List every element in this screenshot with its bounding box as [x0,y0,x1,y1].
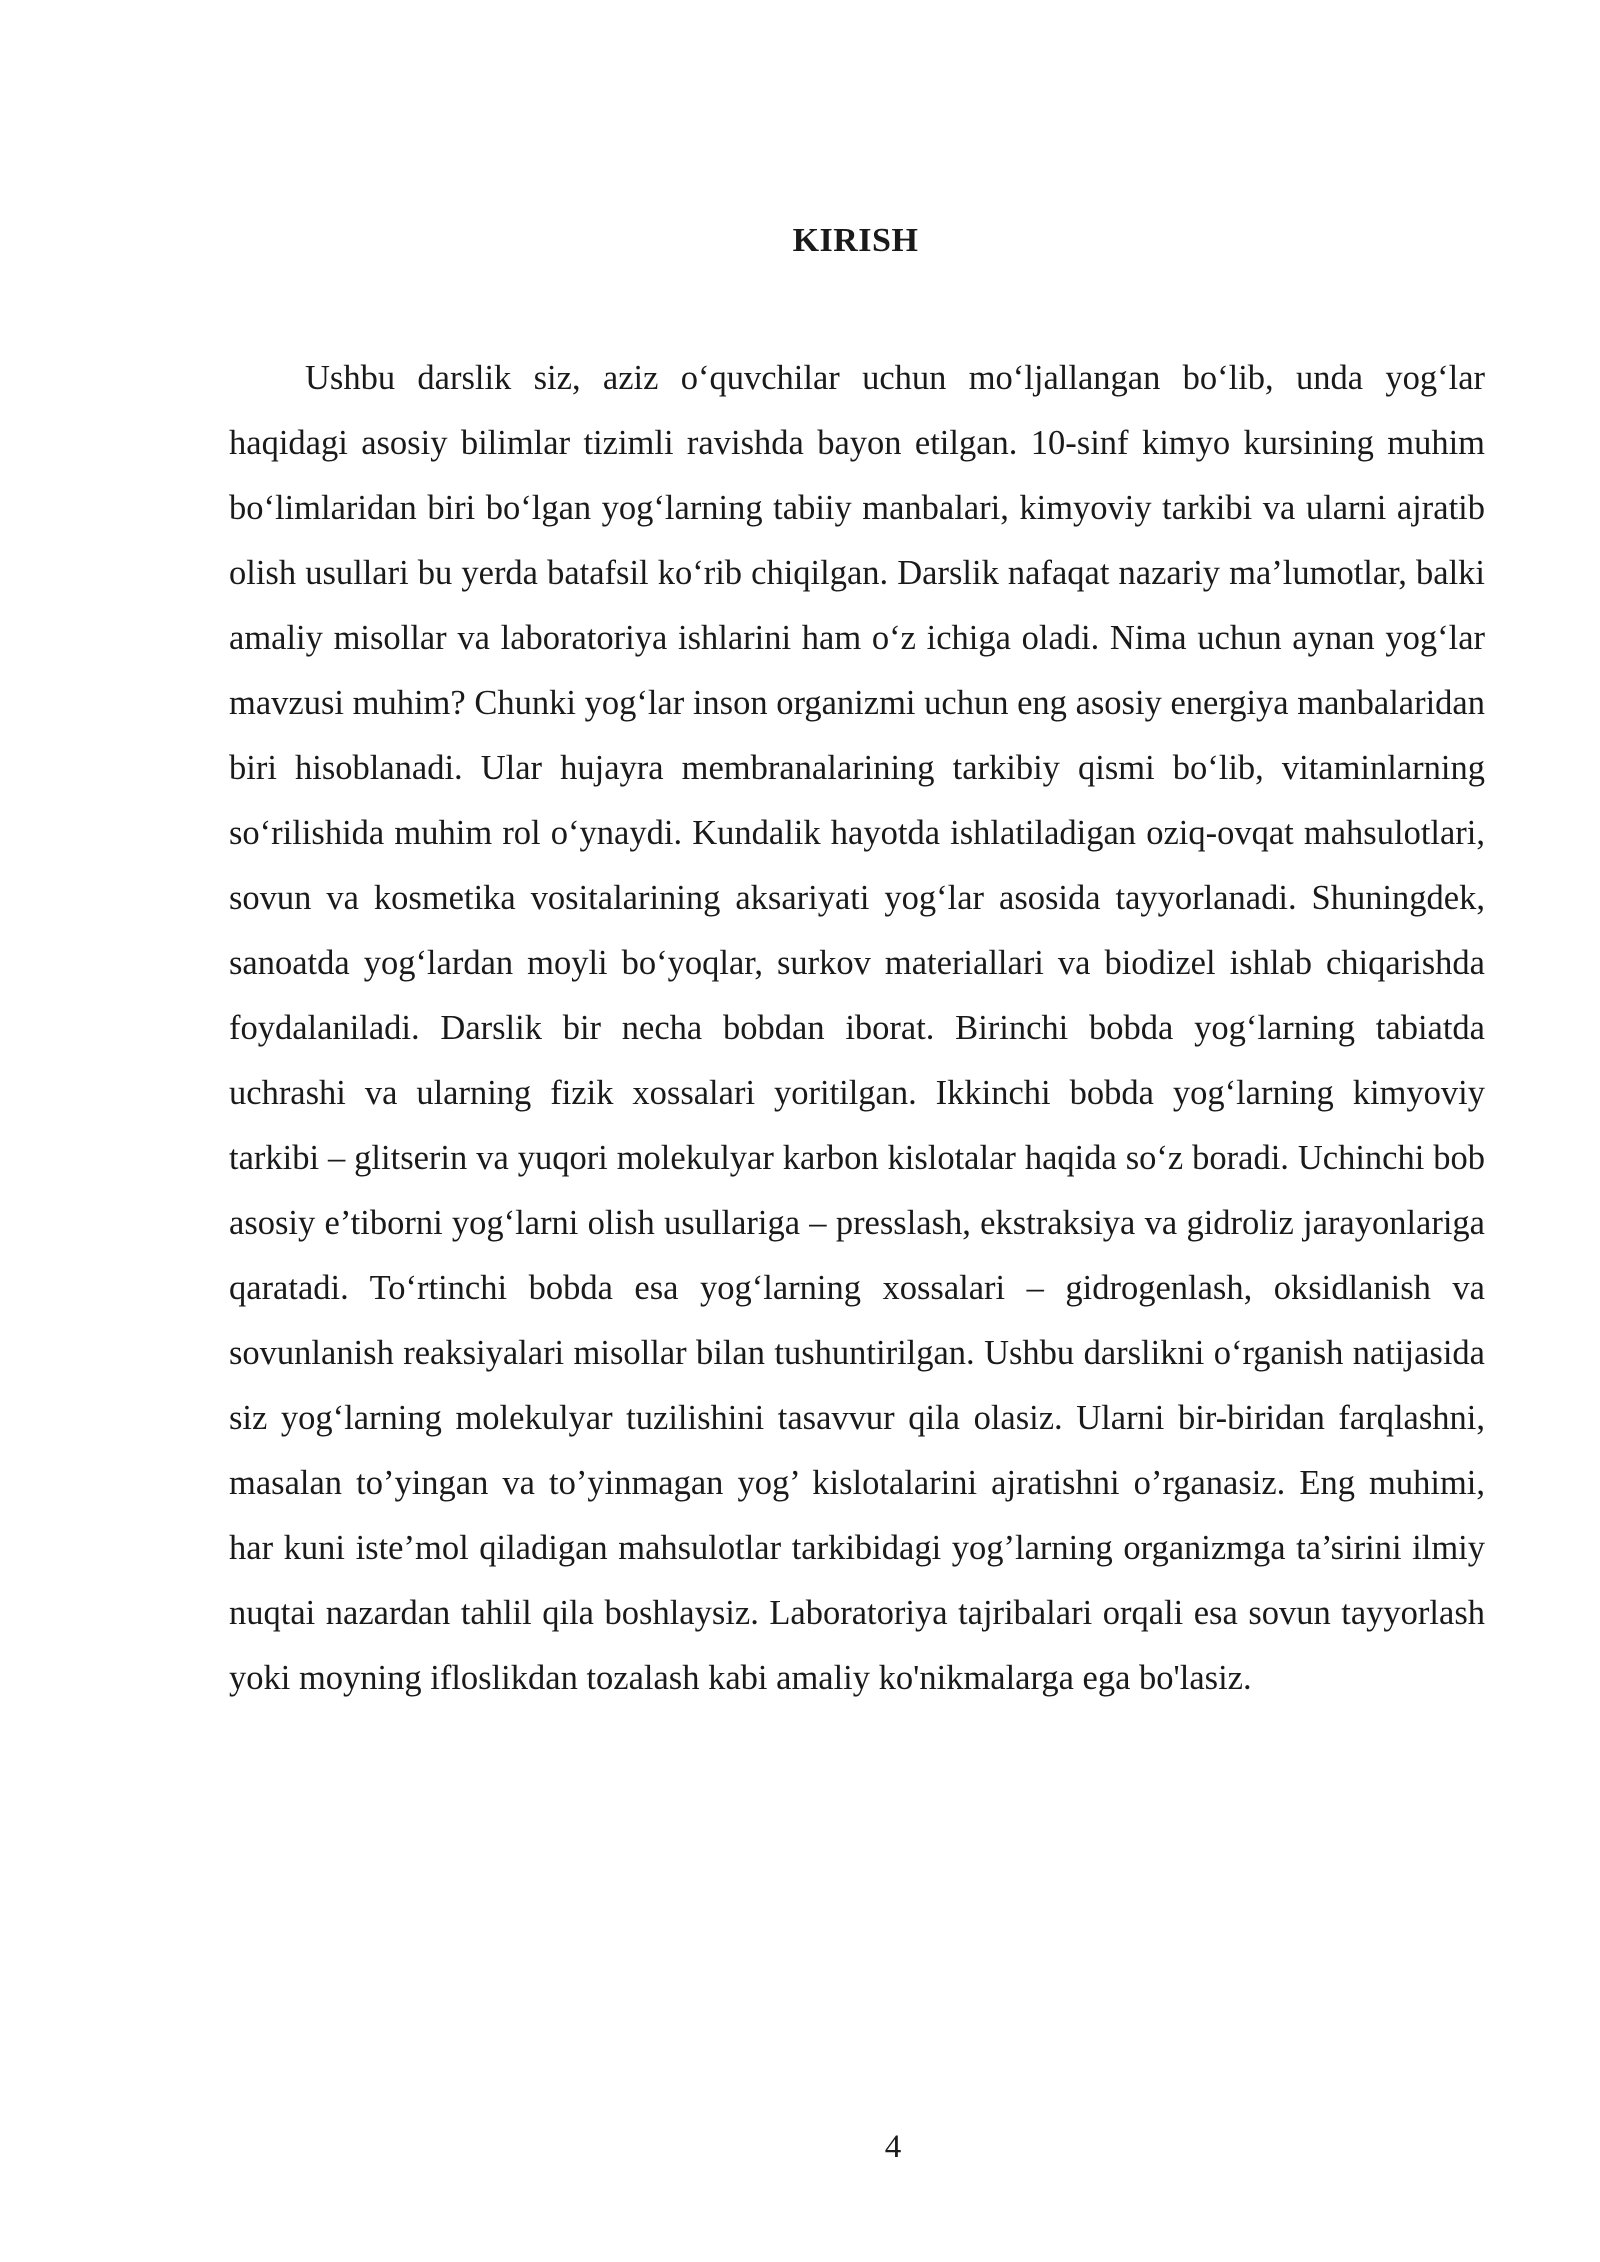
page-number: 4 [884,2129,902,2165]
body-paragraph: Ushbu darslik siz, aziz o‘quvchilar uchun mo‘ljallangan bo‘lib, unda yog‘lar haqidagi asosiy bilimlar tizimli ravishda bayon etilgan. 10-sinf kimyo kursining muhim bo‘limlaridan biri bo‘lgan yog‘larning tabiiy manbalari, kimyoviy tarkibi va ularni ajratib olish usullari bu yerda batafsil ko‘rib chiqilgan. Darslik nafaqat nazariy ma’lumotlar, balki amaliy misollar va laboratoriya ishlarini ham o‘z ichiga oladi. Nima uchun aynan yog‘lar mavzusi muhim? Chunki yog‘lar inson organizmi uchun eng asosiy energiya manbalaridan biri hisoblanadi. Ular hujayra membranalarining tarkibiy qismi bo‘lib, vitaminlarning so‘rilishida muhim rol o‘ynaydi. Kundalik hayotda ishlatiladigan oziq-ovqat mahsulotlari, sovun va kosmetika vositalarining aksariyati yog‘lar asosida tayyorlanadi. Shuningdek, sanoatda yog‘lardan moyli bo‘yoqlar, surkov materiallari va biodizel ishlab chiqarishda foydalaniladi. Darslik bir necha bobdan iborat. Birinchi bobda yog‘larning tabiatda uchrashi va ularning fizik xossalari yoritilgan. Ikkinchi bobda yog‘larning kimyoviy tarkibi – glitserin va yuqori molekulyar karbon kislotalar haqida so‘z boradi. Uchinchi bob asosiy e’tiborni yog‘larni olish usullariga – presslash, ekstraksiya va gidroliz jarayonlariga qaratadi. To‘rtinchi bobda esa yog‘larning xossalari – gidrogenlash, oksidlanish va sovunlanish reaksiyalari misollar bilan tushuntirilgan. Ushbu darslikni o‘rganish natijasida siz yog‘larning molekulyar tuzilishini tasavvur qila olasiz. Ularni bir-biridan farqlashni, masalan to’yingan va to’yinmagan yog’ kislotalarini ajratishni o’rganasiz. Eng muhimi, har kuni iste’mol qiladigan mahsulotlar tarkibidagi yog’larning organizmga ta’sirini ilmiy nuqtai nazardan tahlil qila boshlaysiz. Laboratoriya tajribalari orqali esa sovun tayyorlash yoki moyning ifloslikdan tozalash kabi amaliy ko'nikmalarga ega bo'lasiz. [229,359,1485,1697]
page-title: KIRISH [792,222,919,259]
